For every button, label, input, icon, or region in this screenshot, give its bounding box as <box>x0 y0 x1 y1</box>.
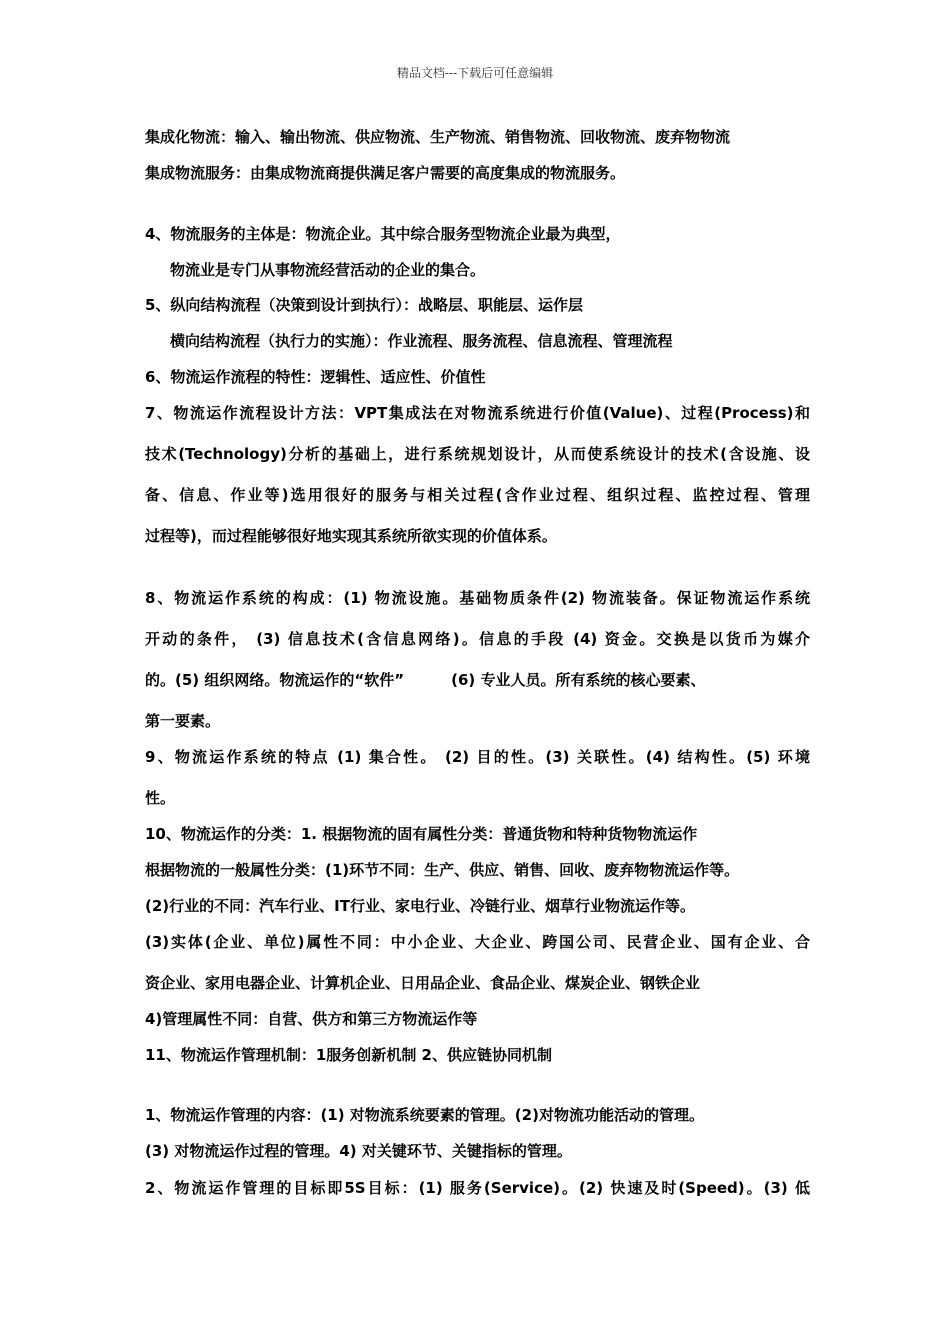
text-line: 11、物流运作管理机制：1服务创新机制 2、供应链协同机制 <box>145 1046 552 1064</box>
text-line: 开动的条件， (3) 信息技术(含信息网络)。信息的手段 (4) 资金。交换是以货币为媒介 <box>145 630 810 648</box>
text-line: 性。 <box>145 789 176 807</box>
text-line: (2)行业的不同：汽车行业、IT行业、家电行业、冷链行业、烟草行业物流运作等。 <box>145 897 695 915</box>
text-line: 过程等)，而过程能够很好地实现其系统所欲实现的价值体系。 <box>145 527 557 545</box>
page-header: 精品文档---下载后可任意编辑 <box>396 66 554 80</box>
text-line: 的。(5) 组织网络。物流运作的“软件” (6) 专业人员。所有系统的核心要素、 <box>145 671 706 689</box>
text-line: 集成化物流：输入、输出物流、供应物流、生产物流、销售物流、回收物流、废弃物物流 <box>145 128 731 146</box>
text-line: 7、物流运作流程设计方法：VPT集成法在对物流系统进行价值(Value)、过程(Process)和 <box>145 404 810 422</box>
text-line: 备、信息、作业等)选用很好的服务与相关过程(含作业过程、组织过程、监控过程、管理 <box>145 486 810 504</box>
text-line: 资企业、家用电器企业、计算机企业、日用品企业、食品企业、煤炭企业、钢铁企业 <box>145 974 701 992</box>
text-line: 集成物流服务：由集成物流商提供满足客户需要的高度集成的物流服务。 <box>145 164 626 182</box>
text-line: 第一要素。 <box>145 712 221 730</box>
text-line: (3) 对物流运作过程的管理。4) 对关键环节、关键指标的管理。 <box>145 1142 572 1160</box>
text-line: 8、物流运作系统的构成：(1) 物流设施。基础物质条件(2) 物流装备。保证物流运作系统 <box>145 589 810 607</box>
text-line: 物流业是专门从事物流经营活动的企业的集合。 <box>170 261 486 279</box>
text-line: 10、物流运作的分类：1. 根据物流的固有属性分类：普通货物和特种货物物流运作 <box>145 825 698 843</box>
text-line: 4)管理属性不同：自营、供方和第三方物流运作等 <box>145 1010 478 1028</box>
text-line: 4、物流服务的主体是：物流企业。其中综合服务型物流企业最为典型， <box>145 225 621 243</box>
text-line: 2、物流运作管理的目标即5S目标：(1) 服务(Service)。(2) 快速及时(Speed)。(3) 低 <box>145 1179 810 1197</box>
text-line: 技术(Technology)分析的基础上，进行系统规划设计，从而使系统设计的技术(含设施、设 <box>145 445 810 463</box>
text-line: 5、纵向结构流程（决策到设计到执行）：战略层、职能层、运作层 <box>145 296 583 314</box>
text-line: 横向结构流程（执行力的实施）：作业流程、服务流程、信息流程、管理流程 <box>170 332 673 350</box>
text-line: (3)实体(企业、单位)属性不同：中小企业、大企业、跨国公司、民营企业、国有企业、合 <box>145 933 810 951</box>
text-line: 9、物流运作系统的特点 (1) 集合性。 (2) 目的性。(3) 关联性。(4) 结构性。(5) 环境 <box>145 748 810 766</box>
text-line: 6、物流运作流程的特性：逻辑性、适应性、价值性 <box>145 368 486 386</box>
text-line: 根据物流的一般属性分类：(1)环节不同：生产、供应、销售、回收、废弃物物流运作等。 <box>145 861 740 879</box>
text-line: 1、物流运作管理的内容：(1) 对物流系统要素的管理。(2)对物流功能活动的管理。 <box>145 1106 704 1124</box>
